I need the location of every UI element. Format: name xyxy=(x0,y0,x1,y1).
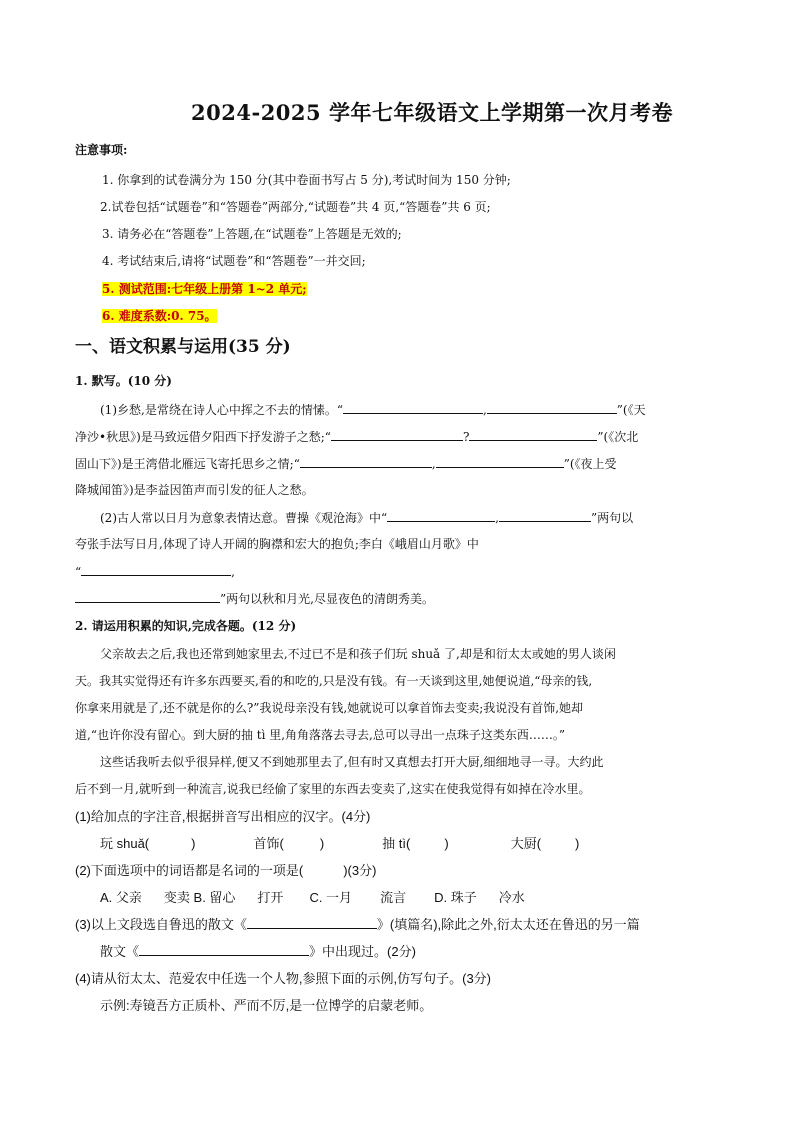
exam-title: 2024-2025 学年七年级语文上学期第一次月考卷 xyxy=(191,100,673,125)
passage-line: 这些话我听去似乎很异样,便又不到她那里去了,但有时又真想去打开大厨,细细地寻一寻。大约此 xyxy=(100,755,604,769)
notice-heading: 注意事项: xyxy=(75,143,128,157)
sub-question-3: (3)以上文段选自鲁迅的散文《 》(填篇名),除此之外,衍太太还在鲁迅的另一篇 xyxy=(75,917,640,932)
notice-item: 2.试卷包括“试题卷”和“答题卷”两部分,“试题卷”共 4 页,“答题卷”共 6 页; xyxy=(100,200,491,214)
answer-blank[interactable] xyxy=(469,427,597,441)
notice-item: 4. 考试结束后,请将“试题卷”和“答题卷”一并交回; xyxy=(102,254,366,268)
sub-question-2: (2)下面选项中的词语都是名词的一项是( )(3分) xyxy=(75,863,377,878)
passage-line: 天。我其实觉得还有许多东西要买,看的和吃的,只是没有钱。有一天谈到这里,她便说道,“母亲的钱, xyxy=(75,674,593,688)
q1-line: “ , xyxy=(75,562,235,579)
answer-blank[interactable] xyxy=(247,915,377,929)
answer-blank[interactable] xyxy=(343,400,483,414)
sub-question-2-options: A. 父亲 变卖 B. 留心 打开 C. 一月 流言 D. 珠子 冷水 xyxy=(100,890,525,905)
q1-line: 降城闻笛》)是李益因笛声而引发的征人之愁。 xyxy=(75,483,314,497)
answer-blank[interactable] xyxy=(387,508,495,522)
notice-item: 1. 你拿到的试卷满分为 150 分(其中卷面书写占 5 分),考试时间为 150 分钟; xyxy=(102,173,511,187)
q1-line: 夸张手法写日月,体现了诗人开阔的胸襟和宏大的抱负;李白《峨眉山月歌》中 xyxy=(75,537,479,551)
sub-question-1-items: 玩 shuǎ( ) 首饰( ) 抽 tì( ) 大厨( ) xyxy=(100,836,580,851)
passage-line: 父亲故去之后,我也还常到她家里去,不过已不是和孩子们玩 shuǎ 了,却是和衍太太或她的男人谈闲 xyxy=(100,647,616,661)
section-title: 一、语文积累与运用(35 分) xyxy=(75,337,291,357)
q1-line: (1)乡愁,是常绕在诗人心中挥之不去的情愫。“ , ”(《天 xyxy=(100,400,646,418)
answer-blank[interactable] xyxy=(139,942,309,956)
q1-line: ”两句以秋和月光,尽显夜色的清朗秀美。 xyxy=(75,589,434,607)
q1-line: 净沙•秋思》)是马致远借夕阳西下抒发游子之愁;“ ? ”(《次北 xyxy=(75,427,638,445)
sub-question-4: (4)请从衍太太、范爱农中任选一个人物,参照下面的示例,仿写句子。(3分) xyxy=(75,971,492,986)
difficulty-highlight: 6. 难度系数:0. 75。 xyxy=(102,309,217,323)
passage-line: 道,“也许你没有留心。到大厨的抽 tì 里,角角落落去寻去,总可以寻出一点珠子这类东西……。” xyxy=(75,728,566,742)
question-1-heading: 1. 默写。(10 分) xyxy=(75,374,172,388)
answer-blank[interactable] xyxy=(75,589,220,603)
answer-blank[interactable] xyxy=(81,562,231,576)
answer-blank[interactable] xyxy=(331,427,463,441)
q1-line: (2)古人常以日月为意象表情达意。曹操《观沧海》中“ , ”两句以 xyxy=(100,508,633,526)
notice-item: 3. 请务必在“答题卷”上答题,在“试题卷”上答题是无效的; xyxy=(102,227,402,241)
test-scope-highlight: 5. 测试范围:七年级上册第 1~2 单元; xyxy=(102,282,307,296)
sub-question-3-cont: 散文《 》中出现过。(2分) xyxy=(100,944,416,959)
answer-blank[interactable] xyxy=(499,508,591,522)
question-2-heading: 2. 请运用积累的知识,完成各题。(12 分) xyxy=(75,619,297,633)
q1-line: 固山下》)是王湾借北雁远飞寄托思乡之情;“ , ”(《夜上受 xyxy=(75,454,617,472)
answer-blank[interactable] xyxy=(487,400,617,414)
answer-blank[interactable] xyxy=(300,454,432,468)
passage-line: 后不到一月,就听到一种流言,说我已经偷了家里的东西去变卖了,这实在使我觉得有如掉在冷水里。 xyxy=(75,782,591,796)
answer-blank[interactable] xyxy=(436,454,564,468)
passage-line: 你拿来用就是了,还不就是你的么?”我说母亲没有钱,她就说可以拿首饰去变卖;我说没有首饰,她却 xyxy=(75,701,584,715)
sub-question-1: (1)给加点的字注音,根据拼音写出相应的汉字。(4分) xyxy=(75,809,371,824)
example-sentence: 示例:寿镜吾方正质朴、严而不厉,是一位博学的启蒙老师。 xyxy=(100,998,433,1013)
